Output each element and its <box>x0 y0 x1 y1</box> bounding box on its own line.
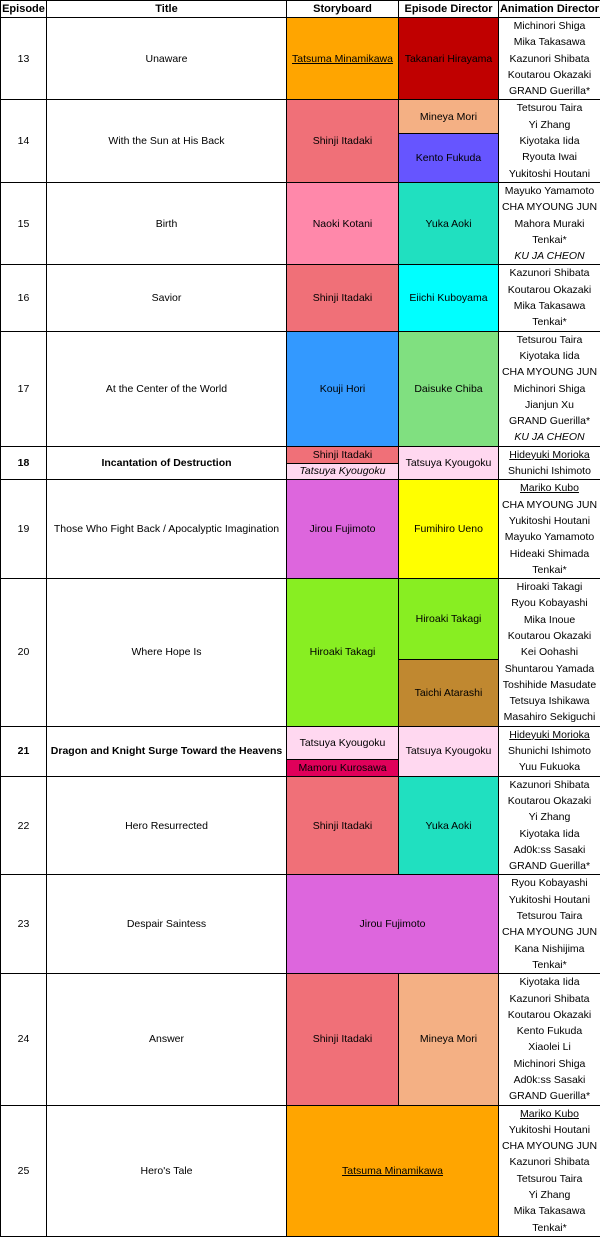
table-row-episode-15 <box>1 182 600 264</box>
header-title: Title <box>47 1 287 18</box>
animation-director-cell <box>499 331 600 446</box>
animation-director-name: Kiyotaka Iida <box>499 348 600 364</box>
animation-director-name: Yukitoshi Houtani <box>499 1122 600 1138</box>
animation-director-cell <box>499 100 600 182</box>
animation-director-name: Kento Fukuda <box>499 1023 600 1039</box>
animation-director-name: Kei Oohashi <box>499 644 600 660</box>
animation-director-cell <box>499 1105 600 1236</box>
animation-director-name: GRAND Guerilla* <box>499 858 600 874</box>
animation-director-name: Yi Zhang <box>499 809 600 825</box>
animation-director-name: Yi Zhang <box>499 1187 600 1203</box>
director-cell: Mineya Mori <box>399 100 499 134</box>
animation-director-name: Toshihide Masudate <box>499 677 600 693</box>
storyboard-cell: Shinji Itadaki <box>287 446 399 463</box>
animation-director-name: Shunichi Ishimoto <box>499 743 600 759</box>
animation-director-name: Mika Takasawa <box>499 34 600 50</box>
animation-director-name: Koutarou Okazaki <box>499 1007 600 1023</box>
animation-director-cell <box>499 480 600 579</box>
animation-director-name: Ryou Kobayashi <box>499 595 600 611</box>
header-episode: Episode <box>1 1 47 18</box>
episode-number: 13 <box>1 18 47 100</box>
episode-title: Hero's Tale <box>47 1105 287 1236</box>
episode-title: Where Hope Is <box>47 579 287 727</box>
episode-number: 23 <box>1 875 47 974</box>
animation-director-cell <box>499 974 600 1105</box>
episode-title: Unaware <box>47 18 287 100</box>
table-row-episode-19 <box>1 480 600 579</box>
episode-number: 22 <box>1 776 47 875</box>
animation-director-name: Shunichi Ishimoto <box>499 463 600 479</box>
animation-director-name: Ryou Kobayashi <box>499 875 600 891</box>
animation-director-cell <box>499 776 600 875</box>
animation-director-name: Koutarou Okazaki <box>499 67 600 83</box>
animation-director-name: Yi Zhang <box>499 117 600 133</box>
animation-director-name: Yukitoshi Houtani <box>499 166 600 182</box>
animation-director-name: Mayuko Yamamoto <box>499 183 600 199</box>
episode-title: Birth <box>47 182 287 264</box>
table-row-episode-25 <box>1 1105 600 1236</box>
animation-director-name: Kazunori Shibata <box>499 991 600 1007</box>
table-row-episode-20 <box>1 579 600 660</box>
table-row-episode-24 <box>1 974 600 1105</box>
animation-director-name: Tenkai* <box>499 1220 600 1236</box>
animation-director-name: CHA MYOUNG JUN <box>499 1138 600 1154</box>
storyboard-cell: Jirou Fujimoto <box>287 480 399 579</box>
director-cell: Fumihiro Ueno <box>399 480 499 579</box>
animation-director-name: Mayuko Yamamoto <box>499 529 600 545</box>
episode-number: 20 <box>1 579 47 727</box>
storyboard-director-cell: Jirou Fujimoto <box>287 875 499 974</box>
storyboard-cell: Shinji Itadaki <box>287 265 399 331</box>
storyboard-cell: Naoki Kotani <box>287 182 399 264</box>
animation-director-name: Kazunori Shibata <box>499 1154 600 1170</box>
animation-director-name: Tenkai* <box>499 957 600 973</box>
animation-director-name: KU JA CHEON <box>499 248 600 264</box>
storyboard-cell: Tatsuya Kyougoku <box>287 726 399 759</box>
table-row-episode-22 <box>1 776 600 875</box>
animation-director-name: Tetsurou Taira <box>499 1171 600 1187</box>
director-cell: Tatsuya Kyougoku <box>399 446 499 480</box>
animation-director-name: Kiyotaka Iida <box>499 826 600 842</box>
episode-number: 19 <box>1 480 47 579</box>
episode-number: 15 <box>1 182 47 264</box>
animation-director-name: Shuntarou Yamada <box>499 661 600 677</box>
director-cell: Daisuke Chiba <box>399 331 499 446</box>
animation-director-name: Yukitoshi Houtani <box>499 513 600 529</box>
storyboard-director-name: Tatsuma Minamikawa <box>342 1165 443 1177</box>
table-row-episode-14 <box>1 100 600 134</box>
table-row-episode-21 <box>1 726 600 759</box>
director-cell: Hiroaki Takagi <box>399 579 499 660</box>
animation-director-name: CHA MYOUNG JUN <box>499 924 600 940</box>
animation-director-name: CHA MYOUNG JUN <box>499 199 600 215</box>
episode-title: Answer <box>47 974 287 1105</box>
director-cell: Taichi Atarashi <box>399 659 499 726</box>
storyboard-name: Tatsuma Minamikawa <box>292 53 393 65</box>
episode-number: 16 <box>1 265 47 331</box>
episode-title: At the Center of the World <box>47 331 287 446</box>
header-row <box>1 1 600 18</box>
animation-director-name: Kazunori Shibata <box>499 265 600 281</box>
director-cell: Takanari Hirayama <box>399 18 499 100</box>
animation-director-name: Koutarou Okazaki <box>499 282 600 298</box>
animation-director-name: Kiyotaka Iida <box>499 133 600 149</box>
storyboard-cell: Tatsuya Kyougoku <box>287 463 399 480</box>
animation-director-cell <box>499 446 600 480</box>
table-row-episode-17 <box>1 331 600 446</box>
animation-director-name: Kana Nishijima <box>499 941 600 957</box>
animation-director-name: Tenkai* <box>499 232 600 248</box>
episode-title: Hero Resurrected <box>47 776 287 875</box>
director-cell: Yuka Aoki <box>399 182 499 264</box>
animation-director-name: Mika Takasawa <box>499 298 600 314</box>
animation-director-name: Tenkai* <box>499 314 600 330</box>
episode-title: Despair Saintess <box>47 875 287 974</box>
episode-number: 24 <box>1 974 47 1105</box>
storyboard-cell: Kouji Hori <box>287 331 399 446</box>
animation-director-name: Hiroaki Takagi <box>499 579 600 595</box>
storyboard-cell: Hiroaki Takagi <box>287 579 399 727</box>
episode-title: Incantation of Destruction <box>47 446 287 480</box>
table-row-episode-23 <box>1 875 600 974</box>
animation-director-name: Xiaolei Li <box>499 1039 600 1055</box>
animation-director-name: Tetsuya Ishikawa <box>499 693 600 709</box>
animation-director-name: Mika Inoue <box>499 612 600 628</box>
animation-director-name: Mariko Kubo <box>499 480 600 496</box>
animation-director-name: Masahiro Sekiguchi <box>499 709 600 725</box>
director-cell: Tatsuya Kyougoku <box>399 726 499 776</box>
animation-director-name: Michinori Shiga <box>499 1056 600 1072</box>
animation-director-name: Ryouta Iwai <box>499 149 600 165</box>
animation-director-name: Ad0k:ss Sasaki <box>499 1072 600 1088</box>
animation-director-name: Mahora Muraki <box>499 216 600 232</box>
table-row-episode-13 <box>1 18 600 100</box>
animation-director-name: Jianjun Xu <box>499 397 600 413</box>
animation-director-cell <box>499 265 600 331</box>
animation-director-name: Tetsurou Taira <box>499 908 600 924</box>
storyboard-cell <box>287 18 399 100</box>
animation-director-name: GRAND Guerilla* <box>499 1088 600 1104</box>
animation-director-cell <box>499 875 600 974</box>
episode-number: 21 <box>1 726 47 776</box>
animation-director-cell <box>499 726 600 776</box>
animation-director-name: Michinori Shiga <box>499 18 600 34</box>
storyboard-cell: Shinji Itadaki <box>287 100 399 182</box>
animation-director-name: CHA MYOUNG JUN <box>499 364 600 380</box>
storyboard-cell: Shinji Itadaki <box>287 776 399 875</box>
storyboard-director-cell <box>287 1105 499 1236</box>
animation-director-name: Yukitoshi Houtani <box>499 892 600 908</box>
director-cell: Mineya Mori <box>399 974 499 1105</box>
animation-director-name: Kazunori Shibata <box>499 777 600 793</box>
storyboard-cell: Shinji Itadaki <box>287 974 399 1105</box>
animation-director-cell <box>499 18 600 100</box>
animation-director-name: GRAND Guerilla* <box>499 413 600 429</box>
animation-director-name: Koutarou Okazaki <box>499 793 600 809</box>
animation-director-name: GRAND Guerilla* <box>499 83 600 99</box>
animation-director-cell <box>499 579 600 727</box>
table-row-episode-16 <box>1 265 600 331</box>
episode-number: 18 <box>1 446 47 480</box>
animation-director-name: Kiyotaka Iida <box>499 974 600 990</box>
animation-director-name: Kazunori Shibata <box>499 51 600 67</box>
director-cell: Kento Fukuda <box>399 134 499 183</box>
episode-title: With the Sun at His Back <box>47 100 287 182</box>
episode-number: 25 <box>1 1105 47 1236</box>
animation-director-name: Hideyuki Morioka <box>499 727 600 743</box>
storyboard-cell: Mamoru Kurosawa <box>287 759 399 776</box>
episode-number: 17 <box>1 331 47 446</box>
animation-director-name: CHA MYOUNG JUN <box>499 497 600 513</box>
header-animation-director: Animation Director <box>499 1 600 18</box>
animation-director-name: Mika Takasawa <box>499 1203 600 1219</box>
header-storyboard: Storyboard <box>287 1 399 18</box>
animation-director-name: Tetsurou Taira <box>499 332 600 348</box>
animation-director-name: Koutarou Okazaki <box>499 628 600 644</box>
episode-title: Dragon and Knight Surge Toward the Heavens <box>47 726 287 776</box>
director-cell: Yuka Aoki <box>399 776 499 875</box>
animation-director-cell <box>499 182 600 264</box>
table-row-episode-18 <box>1 446 600 463</box>
animation-director-name: Yuu Fukuoka <box>499 759 600 775</box>
episode-title: Savior <box>47 265 287 331</box>
header-episode-director: Episode Director <box>399 1 499 18</box>
director-cell: Eiichi Kuboyama <box>399 265 499 331</box>
animation-director-name: Hideaki Shimada <box>499 546 600 562</box>
episode-number: 14 <box>1 100 47 182</box>
animation-director-name: Hideyuki Morioka <box>499 447 600 463</box>
animation-director-name: Tetsurou Taira <box>499 100 600 116</box>
animation-director-name: Ad0k:ss Sasaki <box>499 842 600 858</box>
episode-title: Those Who Fight Back / Apocalyptic Imagination <box>47 480 287 579</box>
animation-director-name: KU JA CHEON <box>499 429 600 445</box>
animation-director-name: Tenkai* <box>499 562 600 578</box>
animation-director-name: Mariko Kubo <box>499 1106 600 1122</box>
animation-director-name: Michinori Shiga <box>499 381 600 397</box>
